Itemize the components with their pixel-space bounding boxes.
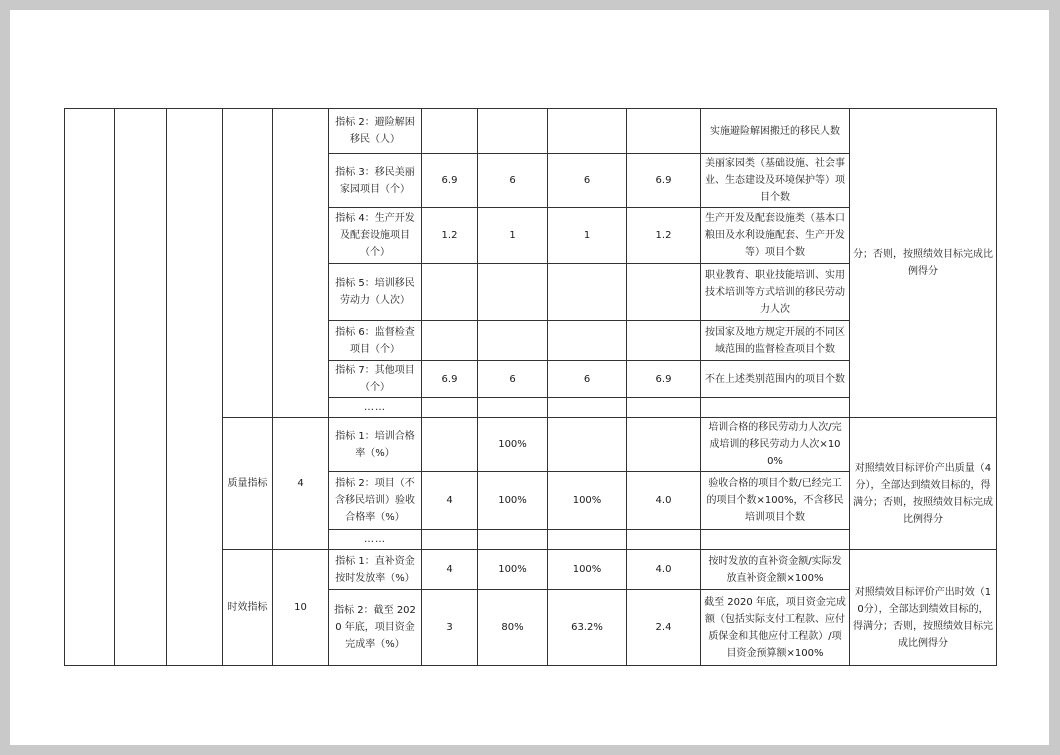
value-cell: 1 (478, 208, 548, 264)
indicator-description: 按时发放的直补资金额/实际发放直补资金额×100% (701, 550, 850, 590)
value-cell: 100% (478, 550, 548, 590)
value-cell: 2.4 (627, 590, 701, 666)
value-cell (478, 321, 548, 361)
value-cell: 4.0 (627, 550, 701, 590)
scoring-rule: 分；否则，按照绩效目标完成比例得分 (850, 109, 997, 418)
indicator-name: 指标 3：移民美丽家园项目（个） (329, 154, 422, 208)
document-page (10, 10, 1049, 745)
value-cell (548, 530, 627, 550)
indicator-description: 生产开发及配套设施类（基本口粮田及水利设施配套、生产开发等）项目个数 (701, 208, 850, 264)
level1-merged-cell (65, 109, 115, 666)
indicator-name: 指标 2：避险解困移民（人） (329, 109, 422, 154)
value-cell: 6.9 (627, 154, 701, 208)
quality-weight: 4 (273, 418, 329, 550)
indicator-description: 不在上述类别范围内的项目个数 (701, 361, 850, 398)
indicator-name: 指标 7：其他项目（个） (329, 361, 422, 398)
value-cell: 1.2 (627, 208, 701, 264)
indicator-description (701, 530, 850, 550)
indicator-description: 美丽家园类（基础设施、社会事业、生态建设及环境保护等）项目个数 (701, 154, 850, 208)
value-cell: 6 (548, 361, 627, 398)
indicator-name: 指标 1：培训合格率（%） (329, 418, 422, 472)
indicator-name: 指标 2：截至 2020 年底，项目资金完成率（%） (329, 590, 422, 666)
indicator-description: 实施避险解困搬迁的移民人数 (701, 109, 850, 154)
indicator-description (701, 398, 850, 418)
indicator-description: 验收合格的项目个数/已经完工的项目个数×100%，不含移民培训项目个数 (701, 472, 850, 530)
value-cell (627, 109, 701, 154)
value-cell (548, 321, 627, 361)
indicator-name: 指标 1：直补资金按时发放率（%） (329, 550, 422, 590)
value-cell: 80% (478, 590, 548, 666)
indicator-name: …… (329, 530, 422, 550)
value-cell (422, 321, 478, 361)
value-cell (548, 418, 627, 472)
quantity-weight-cell (273, 109, 329, 418)
value-cell: 100% (548, 550, 627, 590)
value-cell (422, 418, 478, 472)
timeliness-weight: 10 (273, 550, 329, 666)
value-cell: 4 (422, 550, 478, 590)
value-cell (627, 264, 701, 321)
value-cell (548, 109, 627, 154)
value-cell (627, 398, 701, 418)
performance-indicator-table (64, 108, 997, 666)
value-cell: 4.0 (627, 472, 701, 530)
value-cell (627, 418, 701, 472)
indicator-name: …… (329, 398, 422, 418)
value-cell (548, 264, 627, 321)
value-cell: 100% (548, 472, 627, 530)
value-cell (478, 398, 548, 418)
indicator-description: 职业教育、职业技能培训、实用技术培训等方式培训的移民劳动力人次 (701, 264, 850, 321)
scoring-rule: 对照绩效目标评价产出质量（4分），全部达到绩效目标的，得满分；否则，按照绩效目标完成比例得分 (850, 418, 997, 550)
quality-category-label: 质量指标 (223, 418, 273, 550)
level2-merged-cell (115, 109, 167, 666)
value-cell: 6 (478, 361, 548, 398)
level3-merged-cell (167, 109, 223, 666)
value-cell: 100% (478, 418, 548, 472)
value-cell: 6.9 (422, 154, 478, 208)
value-cell (422, 530, 478, 550)
value-cell (478, 530, 548, 550)
value-cell: 1.2 (422, 208, 478, 264)
scoring-rule: 对照绩效目标评价产出时效（10分），全部达到绩效目标的，得满分；否则，按照绩效目标完成比例得分 (850, 550, 997, 666)
indicator-description: 截至 2020 年底，项目资金完成额（包括实际支付工程款、应付质保金和其他应付工程款）/项目资金预算额×100% (701, 590, 850, 666)
indicator-name: 指标 2：项目（不含移民培训）验收合格率（%） (329, 472, 422, 530)
indicator-name: 指标 6：监督检查项目（个） (329, 321, 422, 361)
value-cell (422, 109, 478, 154)
value-cell (422, 264, 478, 321)
value-cell: 3 (422, 590, 478, 666)
value-cell: 6 (548, 154, 627, 208)
value-cell (422, 398, 478, 418)
value-cell (627, 530, 701, 550)
table-row (65, 109, 997, 154)
value-cell (627, 321, 701, 361)
indicator-name: 指标 5：培训移民劳动力（人次） (329, 264, 422, 321)
value-cell: 6 (478, 154, 548, 208)
value-cell: 100% (478, 472, 548, 530)
value-cell: 6.9 (422, 361, 478, 398)
indicator-description: 按国家及地方规定开展的不同区域范围的监督检查项目个数 (701, 321, 850, 361)
value-cell: 63.2% (548, 590, 627, 666)
value-cell: 4 (422, 472, 478, 530)
value-cell (548, 398, 627, 418)
value-cell (478, 109, 548, 154)
indicator-description: 培训合格的移民劳动力人次/完成培训的移民劳动力人次×100% (701, 418, 850, 472)
value-cell: 6.9 (627, 361, 701, 398)
value-cell (478, 264, 548, 321)
timeliness-category-label: 时效指标 (223, 550, 273, 666)
quantity-category-cell (223, 109, 273, 418)
indicator-name: 指标 4：生产开发及配套设施项目（个） (329, 208, 422, 264)
value-cell: 1 (548, 208, 627, 264)
